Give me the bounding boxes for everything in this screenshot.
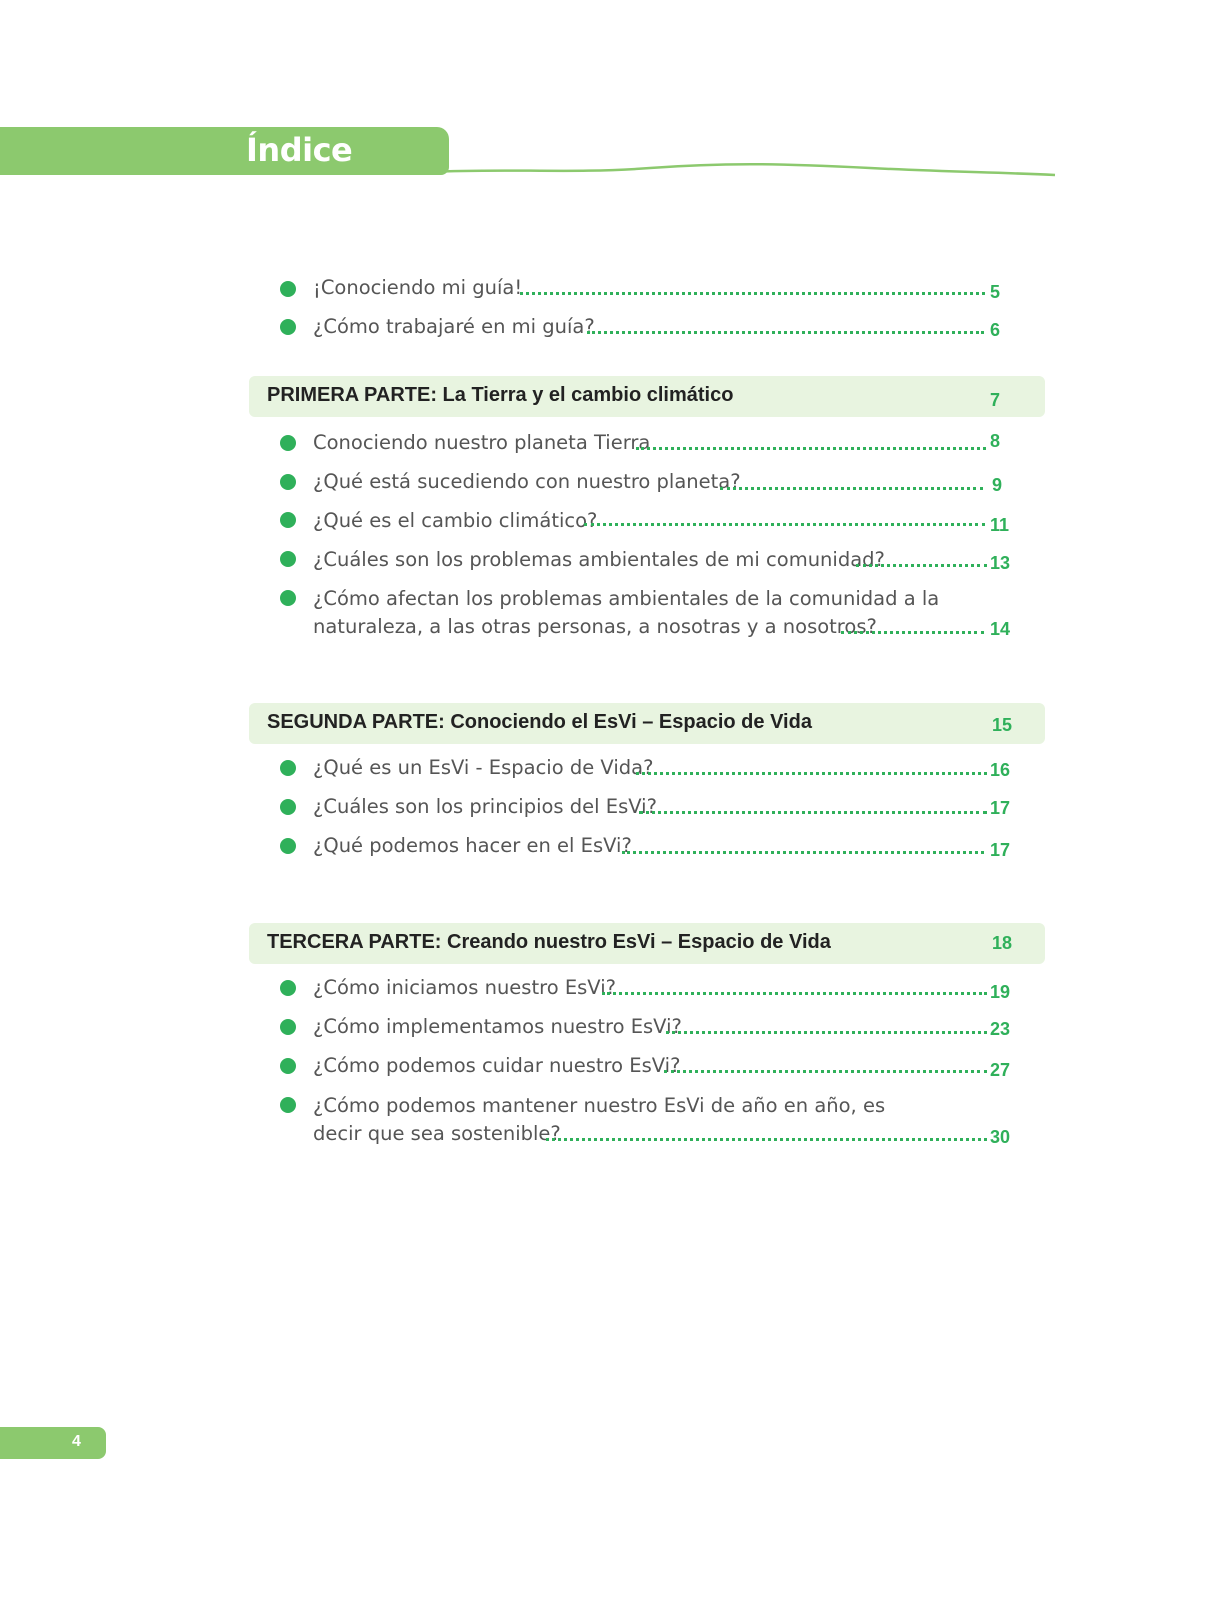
leader-dots (856, 564, 987, 567)
entry-page: 13 (990, 553, 1011, 573)
bullet-icon (280, 319, 296, 335)
entry-text: ¿Qué podemos hacer en el EsVi? (313, 834, 632, 857)
page-title: Índice (246, 131, 353, 169)
leader-dots (664, 1070, 987, 1073)
toc-entry[interactable] (0, 1014, 1208, 1054)
entry-text: ¿Cuáles son los principios del EsVi? (313, 795, 657, 818)
entry-text: ¿Qué es el cambio climático? (313, 509, 598, 532)
leader-dots (636, 772, 987, 775)
toc-entry[interactable] (0, 833, 1208, 873)
bullet-icon (280, 474, 296, 490)
leader-dots (587, 331, 984, 334)
leader-dots (720, 487, 983, 490)
bullet-icon (280, 1058, 296, 1074)
bullet-icon (280, 1097, 296, 1113)
toc-entry[interactable] (0, 755, 1208, 795)
toc-entry-intro-1[interactable] (0, 275, 1208, 315)
entry-text: ¿Cómo trabajaré en mi guía? (313, 315, 595, 338)
toc-entry[interactable] (0, 586, 1208, 646)
toc-entry[interactable] (0, 975, 1208, 1015)
entry-page: 11 (990, 515, 1010, 535)
leader-dots (841, 631, 984, 634)
leader-dots (546, 1138, 987, 1141)
entry-text: ¿Qué está sucediendo con nuestro planeta? (313, 470, 741, 493)
leader-dots (666, 1031, 987, 1034)
entry-text: ¿Qué es un EsVi - Espacio de Vida? (313, 756, 654, 779)
footer-page-number: 4 (72, 1433, 81, 1450)
bullet-icon (280, 590, 296, 606)
entry-text-line1: ¿Cómo podemos mantener nuestro EsVi de año en año, es (313, 1094, 886, 1117)
toc-entry[interactable] (0, 1053, 1208, 1093)
leader-dots (622, 851, 984, 854)
toc-entry[interactable] (0, 1093, 1208, 1153)
section-title[interactable]: TERCERA PARTE: Creando nuestro EsVi – Espacio de Vida (267, 931, 831, 953)
leader-dots (520, 292, 985, 295)
leader-dots (602, 992, 987, 995)
toc-entry-intro-2[interactable] (0, 314, 1208, 354)
entry-page: 8 (990, 431, 1001, 451)
bullet-icon (280, 760, 296, 776)
entry-text-line2: naturaleza, a las otras personas, a nosotras y a nosotros? (313, 615, 877, 638)
bullet-icon (280, 980, 296, 996)
entry-text: ¿Cómo implementamos nuestro EsVi? (313, 1015, 682, 1038)
toc-entry[interactable] (0, 547, 1208, 587)
title-wave-line (430, 158, 1060, 182)
footer-page-tab (0, 1427, 106, 1459)
bullet-icon (280, 551, 296, 567)
entry-text: ¿Cómo podemos cuidar nuestro EsVi? (313, 1054, 681, 1077)
entry-text-line1: ¿Cómo afectan los problemas ambientales de la comunidad a la (313, 587, 940, 610)
entry-text: ¿Cómo iniciamos nuestro EsVi? (313, 976, 616, 999)
entry-text: ¡Conociendo mi guía! (313, 276, 523, 299)
entry-page: 17 (990, 798, 1011, 818)
bullet-icon (280, 838, 296, 854)
section-page: 15 (992, 715, 1013, 735)
leader-dots (639, 811, 987, 814)
entry-text-line2: decir que sea sostenible? (313, 1122, 561, 1145)
section-title[interactable]: SEGUNDA PARTE: Conociendo el EsVi – Espacio de Vida (267, 711, 812, 733)
section-page: 18 (992, 933, 1013, 953)
section-page: 7 (990, 390, 1001, 410)
entry-page: 17 (990, 840, 1011, 860)
bullet-icon (280, 281, 296, 297)
section-title[interactable]: PRIMERA PARTE: La Tierra y el cambio climático (267, 384, 734, 406)
bullet-icon (280, 1019, 296, 1035)
toc-entry[interactable] (0, 508, 1208, 548)
entry-page: 9 (992, 475, 1003, 495)
toc-entry[interactable] (0, 430, 1208, 470)
entry-page: 30 (990, 1127, 1011, 1147)
entry-page: 27 (990, 1060, 1011, 1080)
entry-page: 14 (990, 619, 1011, 639)
title-banner (0, 127, 449, 175)
entry-page: 5 (990, 282, 1001, 302)
entry-text: ¿Cuáles son los problemas ambientales de mi comunidad? (313, 548, 885, 571)
entry-page: 19 (990, 982, 1011, 1002)
entry-text: Conociendo nuestro planeta Tierra (313, 431, 651, 454)
entry-page: 6 (990, 320, 1001, 340)
entry-page: 23 (990, 1019, 1011, 1039)
leader-dots (636, 447, 986, 450)
leader-dots (584, 523, 985, 526)
bullet-icon (280, 799, 296, 815)
bullet-icon (280, 512, 296, 528)
bullet-icon (280, 435, 296, 451)
toc-entry[interactable] (0, 469, 1208, 509)
entry-page: 16 (990, 760, 1011, 780)
toc-entry[interactable] (0, 794, 1208, 834)
